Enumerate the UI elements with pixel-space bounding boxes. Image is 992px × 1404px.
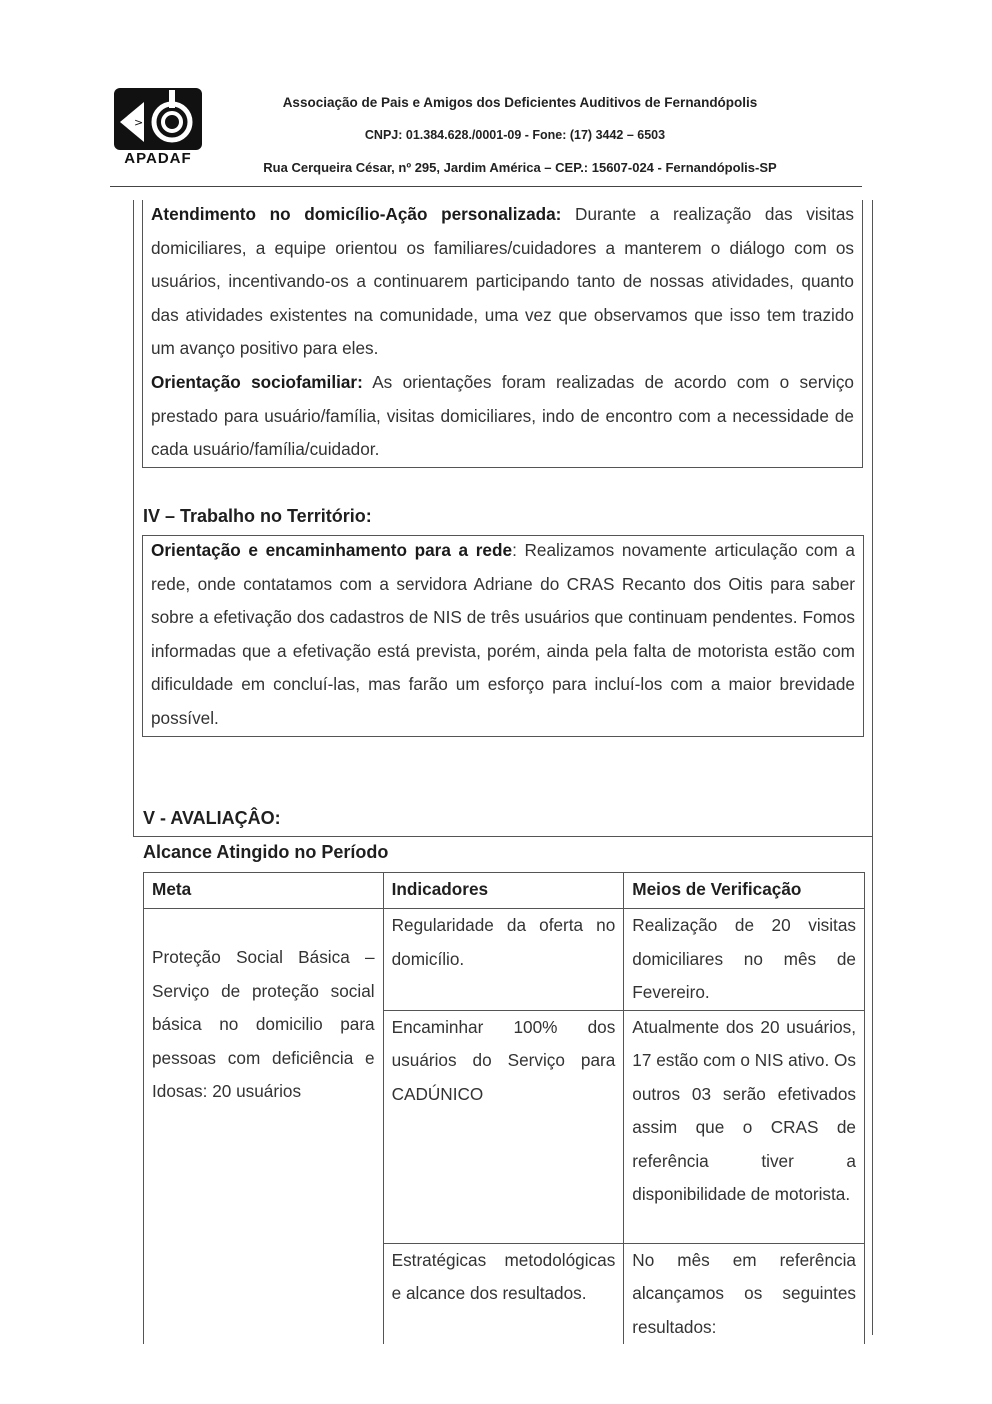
section-v-title: V - AVALIAÇÂO:: [143, 808, 281, 828]
atendimento-heading: Atendimento no domicílio-Ação personalizada:: [151, 204, 562, 224]
orientacao-paragraph: [151, 366, 854, 467]
orientacao-heading: Orientação sociofamiliar:: [151, 371, 363, 392]
header-meta: Meta: [144, 873, 384, 909]
evaluation-table: [143, 872, 865, 1344]
orientacao-text: As orientações foram realizadas de acordo com o serviço prestado para usuário/família, visitas domiciliares, indo de encontro com a necessidade de cada usuário/família/cuidador.: [151, 371, 854, 460]
indicador-cell: Encaminhar 100% dos usuários do Serviço para CADÚNICO: [383, 1010, 624, 1243]
verificacao-cell: Realização de 20 visitas domiciliares no mês de Fevereiro.: [624, 909, 865, 1011]
header-indicadores: Indicadores: [383, 873, 624, 909]
frame-left-line: [133, 200, 134, 836]
meta-cell: Proteção Social Básica – Serviço de proteção social básica no domicilio para pessoas com deficiência e Idosas: 20 usuários: [144, 909, 384, 1345]
table-header-row: [144, 873, 865, 909]
atendimento-text: Durante a realização das visitas domiciliares, a equipe orientou os familiares/cuidadores a manterem o diálogo com os usuários, incentivando-os a continuarem participando tanto de nossas atividades, quanto das atividades existentes na comunidade, uma vez que observamos que isso tem trazido um avanço positivo para eles.: [151, 204, 855, 359]
section-v-divider: [133, 836, 873, 837]
org-address: Rua Cerqueira César, nº 295, Jardim América – CEP.: 15607-024 - Fernandópolis-SP: [263, 160, 777, 175]
territorio-heading: Orientação e encaminhamento para a rede: [151, 540, 513, 560]
logo-text: APADAF: [124, 150, 192, 167]
atendimento-paragraph: [151, 198, 854, 366]
block-atendimento: [142, 200, 863, 468]
svg-text:>: >: [134, 116, 144, 129]
verificacao-cell: Atualmente dos 20 usuários, 17 estão com o NIS ativo. Os outros 03 serão efetivados assim que o CRAS de referência tiver a disponibilidade de motorista.: [624, 1010, 865, 1243]
alcance-subtitle: Alcance Atingido no Período: [143, 842, 389, 862]
org-name: Associação de Pais e Amigos dos Deficientes Auditivos de Fernandópolis: [282, 95, 758, 110]
indicador-cell: Estratégicas metodológicas e alcance dos resultados.: [383, 1243, 624, 1344]
territorio-paragraph: [143, 534, 863, 736]
territorio-text: : Realizamos novamente articulação com a rede, onde contatamos com a servidora Adriane do CRAS Recanto dos Oitis para saber sobre a efetivação dos cadastros de NIS de três usuários que continuam pendentes. Fomos informadas que a efetivação está prevista, porém, ainda pela falta de motorista estão com dificuldade em concluí-las, mas farão um esforço para incluí-los com a maior brevidade possível.: [151, 540, 855, 728]
section-iv-title: IV – Trabalho no Território:: [143, 506, 372, 526]
table-row: [144, 909, 865, 1011]
header-divider: [110, 186, 862, 187]
indicador-cell: Regularidade da oferta no domicílio.: [383, 909, 624, 1011]
header-meios: Meios de Verificação: [624, 873, 865, 909]
frame-right-line: [872, 200, 873, 1335]
block-territorio: [142, 535, 864, 737]
cnpj-phone: CNPJ: 01.384.628./0001-09 - Fone: (17) 3442 – 6503: [364, 128, 666, 142]
verificacao-cell: No mês em referência alcançamos os seguintes resultados:: [624, 1243, 865, 1344]
